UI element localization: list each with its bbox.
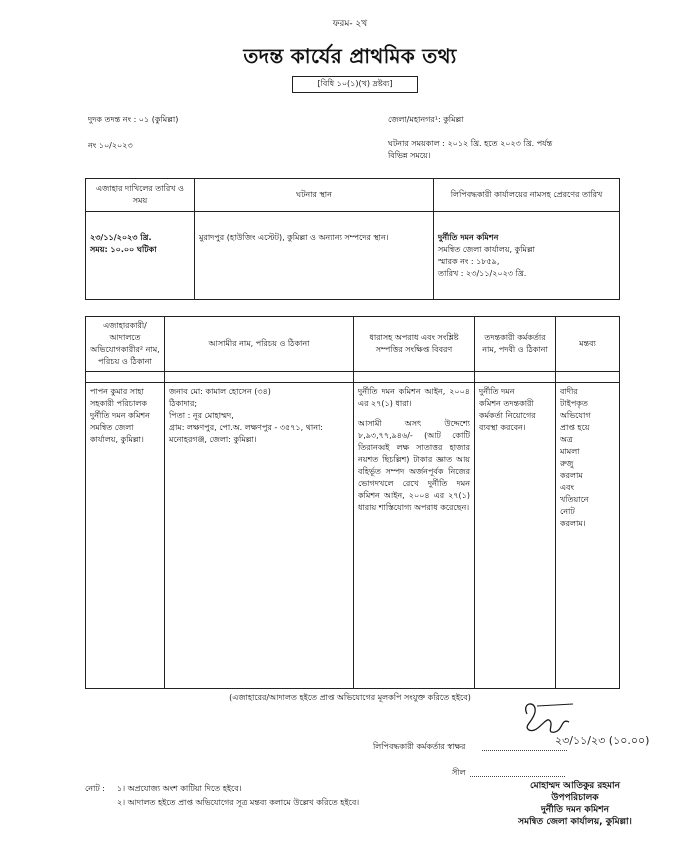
header-filing-date: এজাহার দাখিলের তারিখ ও সময় (86, 179, 195, 212)
note-item: ১। অপ্রযোজ্য অংশ কাটিয়া দিতে হইবে। (117, 784, 242, 793)
office-line: তারিখ : ২৩/১১/২০২৩ খ্রি. (438, 269, 527, 278)
signature-date: ২৩/১১/২৩ (১০.০০) (555, 734, 650, 747)
investigator-line: দুর্নীতি দমন (479, 387, 515, 396)
complainant-line: সহকারী পরিচালক (90, 399, 147, 408)
complainant-line: পাপন কুমার সাহা (90, 387, 144, 396)
header-recording-office: লিপিবদ্ধকারী কার্যালয়ের নামসহ প্রেরণের তারিখ (434, 179, 620, 212)
stamp-line: উপপরিচালক (551, 793, 599, 803)
table-header-row (86, 317, 620, 372)
office-line: দুর্নীতি দমন কমিশন (438, 233, 499, 242)
investigator-line: কর্মকর্তা নিয়োগের (479, 411, 536, 420)
signature-label: লিপিবদ্ধকারী কর্মকর্তার স্বাক্ষর (373, 742, 466, 751)
office-line: সমন্বিত জেলা কার্যালয়, কুমিল্লা (438, 245, 535, 254)
table-row (86, 383, 620, 689)
header-offence: ধারাসহ অপরাধ এবং সংশ্লিষ্ট সম্পত্তির সংক্ষিপ্ত বিবরণ (354, 317, 475, 372)
offence-summary: আসামী অসৎ উদ্দেশ্যে ৮,৯৩,৭৭,৯৪৬/- (আট কোটি তিরানব্বই লক্ষ সাতাত্তর হাজার নয়শত ছিচল্লিশ) টাকার জ্ঞাত আয় বহির্ভূত সম্পদ অর্জনপূর্বক নিজের ভোগদখলে রেখে দুর্নীতি দমন কমিশন আইন, ২০০৪ এর ২৭(১) ধারায় শাস্তিযোগ্য অপরাধ করেছেন। (358, 419, 470, 512)
remarks-line: নোট (560, 507, 575, 516)
investigator-details (475, 383, 556, 689)
complainant-line: কার্যালয়, কুমিল্লা। (90, 435, 144, 444)
accused-details (165, 383, 354, 689)
notes-section (85, 782, 359, 810)
remarks-line: করলাম (560, 471, 583, 480)
header-accused: আসামীর নাম, পরিচয় ও ঠিকানা (165, 317, 354, 372)
offence-section: দুর্নীতি দমন কমিশন আইন, ২০০৪ এর ২৭(১) ধারা। (358, 387, 470, 408)
remarks-line: বাদীর (560, 387, 578, 396)
accused-line: পিতা : নূর মোহাম্মদ, (169, 411, 234, 420)
rule-reference: [বিধি ১০(১)(খ) দ্রষ্টব্য] (292, 76, 418, 93)
spacer-row (86, 372, 620, 383)
investigator-line: কমিশন তদন্তকারী (479, 399, 534, 408)
signature-line (482, 750, 567, 751)
note-item: ২। আদালত হইতে প্রাপ্ত অভিযোগের সূত্র মন্তব্য কলামে উল্লেখ করিতে হইবে। (117, 798, 360, 807)
offence-description (354, 383, 475, 689)
remarks-line: অভিযোগ (560, 411, 591, 420)
form-number: ফরম- ২খ (332, 19, 368, 29)
incident-period-line1: ঘটনার সময়কাল : ২০১২ খ্রি. হতে ২০২৩ খ্রি. পর্যন্ত (388, 139, 553, 148)
complainant-details (86, 383, 165, 689)
remarks-line: প্রাপ্ত হয়ে (560, 423, 590, 432)
filing-date: ২৩/১১/২০২৩ খ্রি. (90, 233, 152, 242)
notes-label: নোট : (85, 784, 105, 793)
header-remarks: মন্তব্য (556, 317, 620, 372)
stamp-line: মোহাম্মদ আতিকুর রহমান (529, 781, 620, 791)
filing-time: সময়: ১০.০০ ঘটিকা (90, 245, 157, 254)
complainant-line: দুর্নীতি দমন কমিশন (90, 411, 150, 420)
seal-line (470, 776, 565, 777)
recording-office (434, 212, 620, 300)
accused-line: গ্রাম: লক্ষণপুর, পো.অ. লক্ষণপুর - ৩৫৭১, থানা: (169, 423, 323, 432)
remarks (556, 383, 620, 689)
accused-line: ঠিকাদার; (169, 399, 198, 408)
remarks-line: অত্র (560, 435, 573, 444)
stamp-line: দুর্নীতি দমন কমিশন (541, 805, 609, 815)
header-complainant: এজাহারকারী/আদালতে অভিযোগকারীর² নাম, পরিচয় ও ঠিকানা (86, 317, 165, 372)
investigator-line: ব্যবস্থা করবেন। (479, 423, 526, 432)
stamp-line: সমন্বিত জেলা কার্যালয়, কুমিল্লা। (518, 817, 632, 827)
case-details-table (85, 316, 620, 689)
note-row (85, 796, 359, 810)
remarks-line: টাইপকৃত (560, 399, 588, 408)
document-title: তদন্ত কার্যের প্রাথমিক তথ্য (243, 44, 457, 68)
filing-info-table (85, 178, 620, 300)
incident-period-line2: বিভিন্ন সময়ে। (388, 151, 431, 160)
remarks-line: খতিয়ানে (560, 495, 589, 504)
reference-number: নং ১০/২০২৩ (88, 141, 133, 150)
incident-place: মুরাদপুর (হাউজিং এস্টেট), কুমিল্লা ও অন্যান্য সম্পদের স্থান। (195, 212, 434, 300)
seal-label: সীল (452, 768, 466, 777)
header-investigator: তদন্তকারী কর্মকর্তার নাম, পদবী ও ঠিকানা (475, 317, 556, 372)
remarks-line: রুজু (560, 459, 574, 468)
note-row (85, 782, 359, 796)
accused-line: জনাব মো: কামাল হোসেন (৩৪) (169, 387, 271, 396)
complainant-line: সমন্বিত জেলা (90, 423, 134, 432)
case-number: দুদক তদন্ত নং : ০১ (কুমিল্লা) (88, 115, 179, 124)
remarks-line: করলাম। (560, 519, 586, 528)
handwritten-signature (515, 700, 700, 752)
remarks-line: এবং (560, 483, 574, 492)
attachment-note: (এজাহারের/আদালত হইতে প্রাপ্ত অভিযোগের মূলকপি সংযুক্ত করিতে হইবে) (229, 693, 471, 702)
accused-line: মনোহরগঞ্জ, জেলা: কুমিল্লা। (169, 435, 257, 444)
incident-period (388, 138, 628, 162)
office-line: স্মারক নং : ১৮৫৯, (438, 257, 500, 266)
district: জেলা/মহানগর¹: কুমিল্লা (388, 115, 464, 124)
header-incident-place: ঘটনার স্থান (195, 179, 434, 212)
table-row (86, 212, 620, 300)
remarks-line: মামলা (560, 447, 580, 456)
table-header-row (86, 179, 620, 212)
official-stamp (460, 780, 690, 828)
filing-date-time (86, 212, 195, 300)
